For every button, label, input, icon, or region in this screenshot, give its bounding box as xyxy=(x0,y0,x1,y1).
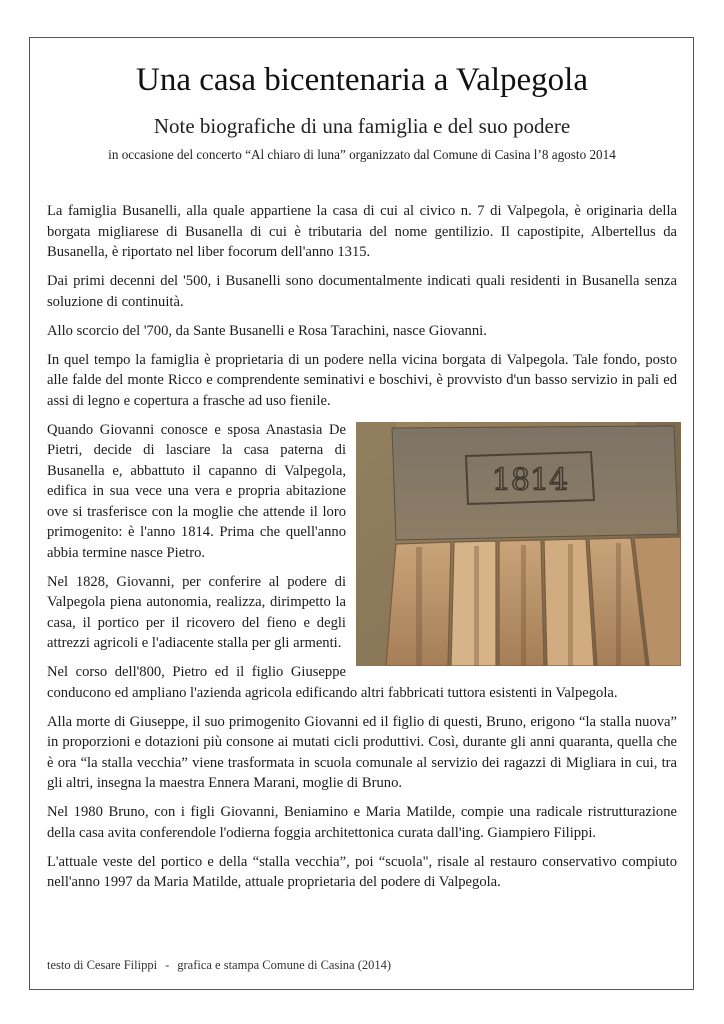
print-credit: grafica e stampa Comune di Casina (2014) xyxy=(177,958,392,972)
paragraph: In quel tempo la famiglia è proprietaria di un podere nella vicina borgata di Valpegola. Tale fondo, posto alle falde del monte Ricco e comprendente seminativi e boschivi, è provvisto d'un basso servizio in pali ed assi di legno e copertura a frasche ad uso fienile. xyxy=(47,351,677,409)
paragraph: Nel 1980 Bruno, con i figli Giovanni, Beniamino e Maria Matilde, compie una radicale ristrutturazione della casa avita conferendole l'odierna foggia architettonica curata dall'ing. Giampiero Filippi. xyxy=(47,804,677,841)
occasion-line: in occasione del concerto “Al chiaro di luna” organizzato dal Comune di Casina l’8 agosto 2014 xyxy=(108,147,616,162)
footer-credits xyxy=(47,958,391,973)
paragraph: Nel corso dell'800, Pietro ed il figlio Giuseppe conducono ed ampliano l'azienda agricola edificando altri fabbricati tuttora esistenti in Valpegola. xyxy=(47,664,618,701)
page-title: Una casa bicentenaria a Valpegola xyxy=(136,62,588,98)
carved-stone-photo-icon xyxy=(356,422,681,666)
paragraph: Alla morte di Giuseppe, il suo primogenito Giovanni ed il figlio di questi, Bruno, erigono “la stalla nuova” in proporzioni e dotazioni più consone ai mutati cicli produttivi. Così, durante gli anni quaranta, quella che è ora “la stalla vecchia” viene trasformata in scuola comunale al servizio dei ragazzi di Migliara in cui, tra gli altri, insegna la maestra Ennera Marani, moglie di Bruno. xyxy=(47,713,677,791)
credit-separator: - xyxy=(165,958,170,972)
paragraph: L'attuale veste del portico e della “stalla vecchia”, poi “scuola", risale al restauro conservativo compiuto nell'anno 1997 da Maria Matilde, attuale proprietaria del podere di Valpegola. xyxy=(47,853,677,890)
carved-date: 1814 xyxy=(491,462,569,498)
paragraph: La famiglia Busanelli, alla quale appartiene la casa di cui al civico n. 7 di Valpegola, è originaria della borgata migliarese di Busanella di cui è tributaria del nome gentilizio. Il capostipite, Albertellus da Busanella, è riportato nel liber focorum dell'anno 1315. xyxy=(47,203,677,260)
text-credit: testo di Cesare Filippi xyxy=(47,958,158,972)
carved-stone-photo xyxy=(356,422,681,666)
paragraph: Nel 1828, Giovanni, per conferire al podere di Valpegola piena autonomia, realizza, dirimpetto la casa, il portico per il ricovero del fieno e degli attrezzi agricoli e l'adiacente stalla per gli armenti. xyxy=(47,573,346,651)
article-body xyxy=(47,201,677,901)
paragraph: Quando Giovanni conosce e sposa Anastasia De Pietri, decide di lasciare la casa paterna di Busanella e, abbattuto il capanno di Valpegola, edifica in sua vece una vera e propria abitazione ove si trasferisce con la moglie che attende il loro primogenito: è l'anno 1814. Prima che quell'anno abbia termine nasce Pietro. xyxy=(47,421,346,561)
paragraph: Allo scorcio del '700, da Sante Busanelli e Rosa Tarachini, nasce Giovanni. xyxy=(47,322,487,339)
paragraph: Dai primi decenni del '500, i Busanelli sono documentalmente indicati quali residenti in Busanella senza soluzione di continuità. xyxy=(47,273,677,310)
page-subtitle: Note biografiche di una famiglia e del suo podere xyxy=(153,114,571,138)
